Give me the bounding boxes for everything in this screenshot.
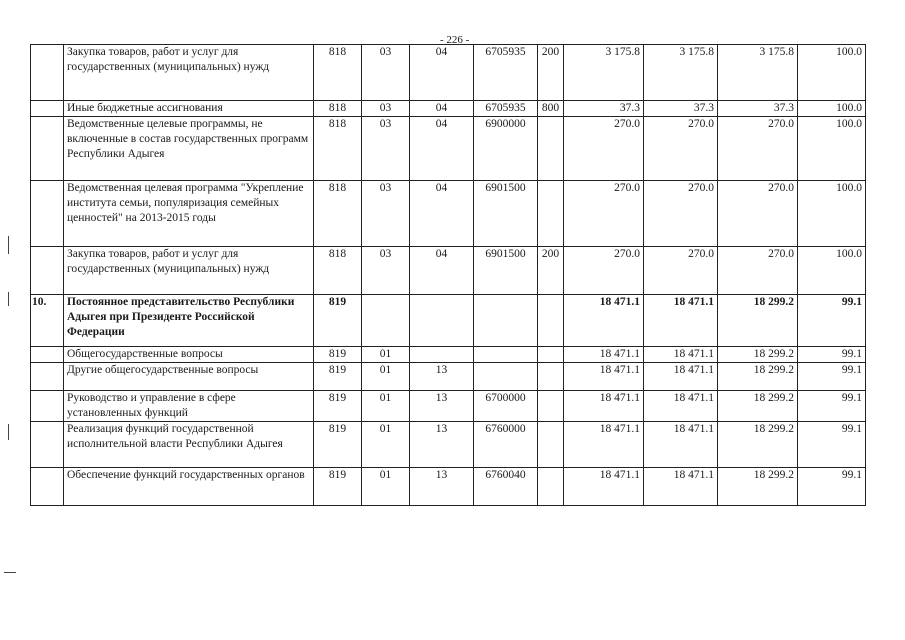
row-subsection-code: 04 — [410, 45, 474, 101]
row-number — [31, 363, 64, 391]
row-name: Общегосударственные вопросы — [64, 347, 314, 363]
row-name: Ведомственные целевые программы, не включенные в состав государственных программ Республики Адыгея — [64, 117, 314, 181]
row-name: Реализация функций государственной исполнительной власти Республики Адыгея — [64, 422, 314, 468]
row-number — [31, 247, 64, 295]
row-target-article — [474, 295, 538, 347]
row-section-code: 01 — [362, 468, 410, 506]
row-subsection-code: 13 — [410, 468, 474, 506]
row-expense-type: 200 — [538, 45, 564, 101]
row-number — [31, 422, 64, 468]
budget-table — [30, 44, 866, 506]
row-executed: 270.0 — [718, 247, 798, 295]
row-plan-updated: 270.0 — [644, 117, 718, 181]
row-grbs-code: 819 — [314, 468, 362, 506]
row-target-article — [474, 363, 538, 391]
row-section-code: 03 — [362, 45, 410, 101]
row-name: Обеспечение функций государственных органов — [64, 468, 314, 506]
row-percent: 100.0 — [798, 45, 866, 101]
row-section-code: 01 — [362, 363, 410, 391]
row-expense-type — [538, 347, 564, 363]
row-number — [31, 117, 64, 181]
row-grbs-code: 819 — [314, 391, 362, 422]
row-executed: 18 299.2 — [718, 363, 798, 391]
row-executed: 270.0 — [718, 181, 798, 247]
row-subsection-code: 04 — [410, 181, 474, 247]
row-plan-approved: 270.0 — [564, 181, 644, 247]
table-row — [31, 181, 866, 247]
row-subsection-code — [410, 295, 474, 347]
row-grbs-code: 819 — [314, 295, 362, 347]
table-row — [31, 295, 866, 347]
row-plan-approved: 18 471.1 — [564, 295, 644, 347]
row-target-article: 6900000 — [474, 117, 538, 181]
row-executed: 18 299.2 — [718, 391, 798, 422]
row-subsection-code: 04 — [410, 117, 474, 181]
row-expense-type — [538, 468, 564, 506]
table-row — [31, 468, 866, 506]
table-row — [31, 45, 866, 101]
row-plan-approved: 18 471.1 — [564, 422, 644, 468]
row-name: Закупка товаров, работ и услуг для государственных (муниципальных) нужд — [64, 247, 314, 295]
row-expense-type — [538, 117, 564, 181]
row-target-article: 6705935 — [474, 101, 538, 117]
table-row — [31, 391, 866, 422]
row-name: Иные бюджетные ассигнования — [64, 101, 314, 117]
row-executed: 18 299.2 — [718, 422, 798, 468]
table-row — [31, 117, 866, 181]
scan-mark — [4, 572, 16, 573]
row-percent: 100.0 — [798, 247, 866, 295]
row-expense-type — [538, 363, 564, 391]
row-plan-approved: 270.0 — [564, 117, 644, 181]
row-plan-approved: 37.3 — [564, 101, 644, 117]
table-row — [31, 247, 866, 295]
table-row — [31, 101, 866, 117]
page-number: - 226 - — [440, 34, 470, 46]
row-target-article: 6705935 — [474, 45, 538, 101]
row-name: Руководство и управление в сфере установленных функций — [64, 391, 314, 422]
row-expense-type — [538, 295, 564, 347]
row-expense-type — [538, 181, 564, 247]
row-name: Другие общегосударственные вопросы — [64, 363, 314, 391]
row-subsection-code: 13 — [410, 391, 474, 422]
row-target-article: 6901500 — [474, 181, 538, 247]
row-percent: 99.1 — [798, 347, 866, 363]
row-number: 10. — [31, 295, 64, 347]
row-subsection-code: 04 — [410, 247, 474, 295]
row-expense-type: 200 — [538, 247, 564, 295]
row-executed: 18 299.2 — [718, 468, 798, 506]
row-executed: 37.3 — [718, 101, 798, 117]
row-subsection-code — [410, 347, 474, 363]
row-grbs-code: 818 — [314, 101, 362, 117]
row-percent: 99.1 — [798, 422, 866, 468]
row-percent: 99.1 — [798, 363, 866, 391]
scan-mark — [8, 236, 9, 254]
row-target-article: 6700000 — [474, 391, 538, 422]
row-subsection-code: 13 — [410, 422, 474, 468]
row-grbs-code: 818 — [314, 247, 362, 295]
row-grbs-code: 818 — [314, 181, 362, 247]
scan-mark — [8, 292, 9, 306]
row-section-code: 01 — [362, 347, 410, 363]
row-target-article: 6760040 — [474, 468, 538, 506]
row-plan-approved: 18 471.1 — [564, 347, 644, 363]
budget-table-body — [31, 45, 866, 506]
scan-mark — [8, 424, 9, 440]
row-number — [31, 347, 64, 363]
row-grbs-code: 819 — [314, 422, 362, 468]
row-section-code — [362, 295, 410, 347]
row-name: Закупка товаров, работ и услуг для государственных (муниципальных) нужд — [64, 45, 314, 101]
row-expense-type — [538, 422, 564, 468]
table-row — [31, 347, 866, 363]
row-section-code: 01 — [362, 422, 410, 468]
row-percent: 100.0 — [798, 181, 866, 247]
row-target-article — [474, 347, 538, 363]
row-number — [31, 45, 64, 101]
row-subsection-code: 13 — [410, 363, 474, 391]
row-target-article: 6901500 — [474, 247, 538, 295]
row-plan-updated: 18 471.1 — [644, 468, 718, 506]
row-executed: 3 175.8 — [718, 45, 798, 101]
row-target-article: 6760000 — [474, 422, 538, 468]
row-section-code: 03 — [362, 101, 410, 117]
row-subsection-code: 04 — [410, 101, 474, 117]
row-name: Ведомственная целевая программа "Укрепление института семьи, популяризация семейных ценностей" на 2013-2015 годы — [64, 181, 314, 247]
row-plan-updated: 18 471.1 — [644, 391, 718, 422]
table-row — [31, 422, 866, 468]
row-name: Постоянное представительство Республики Адыгея при Президенте Российской Федерации — [64, 295, 314, 347]
row-expense-type — [538, 391, 564, 422]
row-plan-approved: 18 471.1 — [564, 468, 644, 506]
row-number — [31, 468, 64, 506]
row-plan-updated: 18 471.1 — [644, 422, 718, 468]
row-plan-updated: 270.0 — [644, 247, 718, 295]
row-percent: 100.0 — [798, 101, 866, 117]
row-executed: 18 299.2 — [718, 347, 798, 363]
row-section-code: 01 — [362, 391, 410, 422]
row-grbs-code: 819 — [314, 363, 362, 391]
row-section-code: 03 — [362, 247, 410, 295]
row-percent: 100.0 — [798, 117, 866, 181]
row-plan-updated: 3 175.8 — [644, 45, 718, 101]
row-executed: 18 299.2 — [718, 295, 798, 347]
row-expense-type: 800 — [538, 101, 564, 117]
row-plan-updated: 37.3 — [644, 101, 718, 117]
row-percent: 99.1 — [798, 295, 866, 347]
row-grbs-code: 818 — [314, 45, 362, 101]
row-percent: 99.1 — [798, 391, 866, 422]
row-number — [31, 101, 64, 117]
row-plan-approved: 270.0 — [564, 247, 644, 295]
row-grbs-code: 818 — [314, 117, 362, 181]
row-plan-updated: 18 471.1 — [644, 347, 718, 363]
row-plan-approved: 3 175.8 — [564, 45, 644, 101]
row-plan-approved: 18 471.1 — [564, 391, 644, 422]
row-executed: 270.0 — [718, 117, 798, 181]
row-plan-updated: 18 471.1 — [644, 295, 718, 347]
row-plan-updated: 270.0 — [644, 181, 718, 247]
row-plan-updated: 18 471.1 — [644, 363, 718, 391]
row-section-code: 03 — [362, 181, 410, 247]
row-number — [31, 391, 64, 422]
row-number — [31, 181, 64, 247]
table-row — [31, 363, 866, 391]
row-section-code: 03 — [362, 117, 410, 181]
row-grbs-code: 819 — [314, 347, 362, 363]
row-percent: 99.1 — [798, 468, 866, 506]
row-plan-approved: 18 471.1 — [564, 363, 644, 391]
